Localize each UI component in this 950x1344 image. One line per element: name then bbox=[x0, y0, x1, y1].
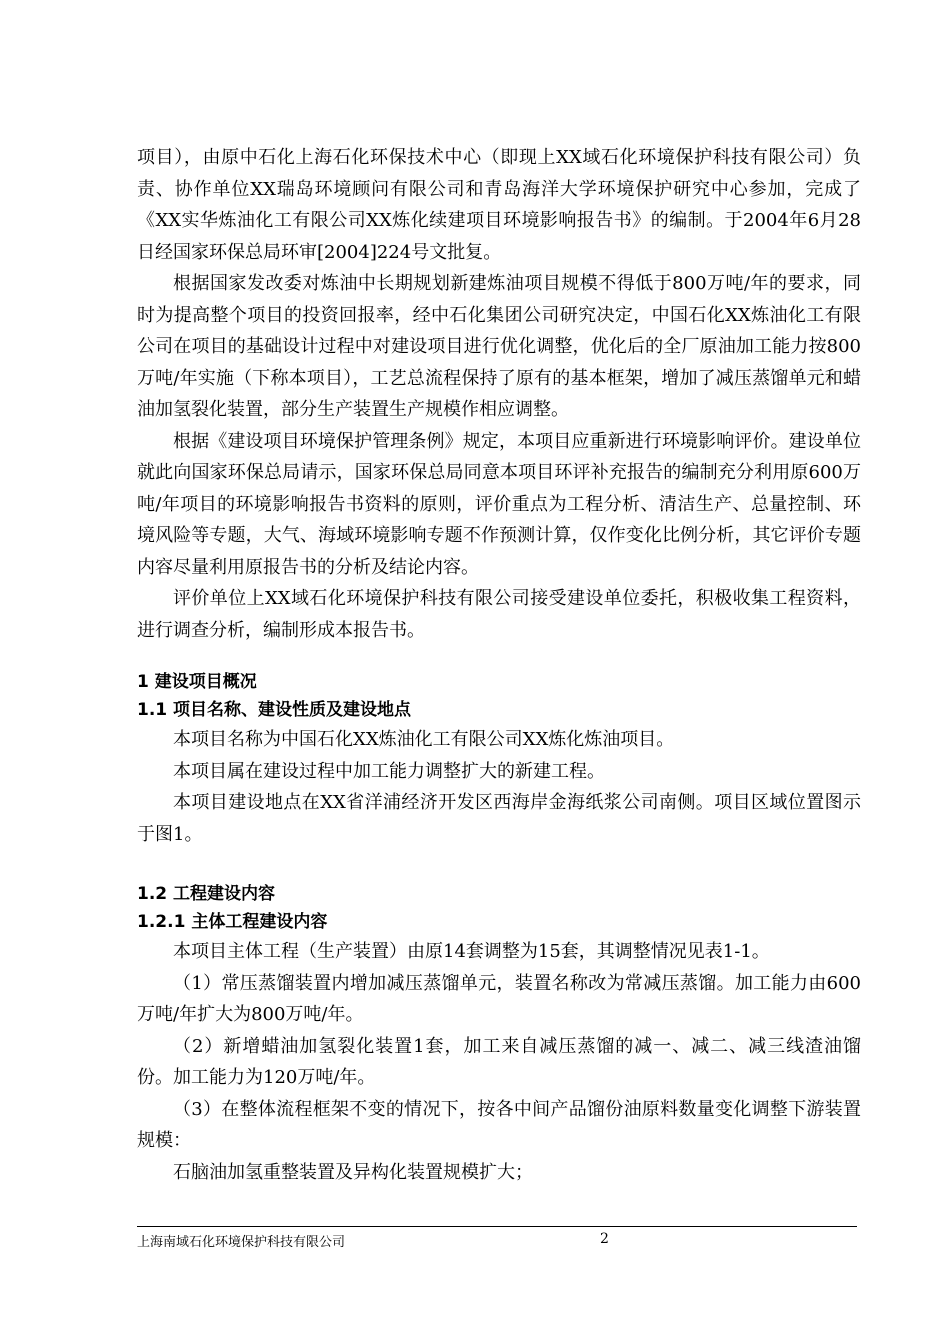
paragraph-project-name: 本项目名称为中国石化XX炼油化工有限公司XX炼化炼油项目。 bbox=[173, 729, 675, 750]
paragraph-project-location: 本项目建设地点在XX省洋浦经济开发区西海岸金海纸浆公司南侧。项目区域位置图示于图1。 bbox=[137, 792, 861, 845]
paragraph-item-2: （2）新增蜡油加氢裂化装置1套，加工来自减压蒸馏的减一、减二、减三线渣油馏份。加工能力为120万吨/年。 bbox=[137, 1035, 861, 1088]
paragraph-regulation: 根据《建设项目环境保护管理条例》规定，本项目应重新进行环境影响评价。建设单位就此向国家环保总局请示，国家环保总局同意本项目环评补充报告的编制充分利用原600万吨/年项目的环境影响报告书资料的原则，评价重点为工程分析、清洁生产、总量控制、环境风险等专题，大气、海域环境影响专题不作预测计算，仅作变化比例分析，其它评价专题内容尽量利用原报告书的分析及结论内容。 bbox=[137, 430, 861, 578]
paragraph-naphtha: 石脑油加氢重整装置及异构化装置规模扩大； bbox=[173, 1161, 533, 1183]
section-heading-1-2-1: 1.2.1 主体工程建设内容 bbox=[137, 912, 328, 932]
section-heading-1: 1 建设项目概况 bbox=[137, 672, 257, 692]
section-heading-1-2: 1.2 工程建设内容 bbox=[137, 884, 276, 904]
document-body bbox=[137, 142, 861, 1188]
paragraph-scale-adjustment: 根据国家发改委对炼油中长期规划新建炼油项目规模不得低于800万吨/年的要求，同时为提高整个项目的投资回报率，经中石化集团公司研究决定，中国石化XX炼油化工有限公司在项目的基础设计过程中对建设项目进行优化调整，优化后的全厂原油加工能力按800万吨/年实施（下称本项目），工艺总流程保持了原有的基本框架，增加了减压蒸馏单元和蜡油加氢裂化装置，部分生产装置生产规模作相应调整。 bbox=[137, 273, 861, 420]
paragraph-item-3: （3）在整体流程框架不变的情况下，按各中间产品馏份油原料数量变化调整下游装置规模： bbox=[137, 1098, 861, 1151]
footer-company: 上海南域石化环境保护科技有限公司 bbox=[137, 1235, 346, 1250]
paragraph-project-nature: 本项目属在建设过程中加工能力调整扩大的新建工程。 bbox=[173, 760, 605, 782]
paragraph-assessment-unit: 评价单位上XX域石化环境保护科技有限公司接受建设单位委托，积极收集工程资料，进行调查分析，编制形成本报告书。 bbox=[137, 588, 861, 641]
footer-page-number: 2 bbox=[600, 1231, 609, 1247]
footer-divider bbox=[137, 1226, 857, 1227]
paragraph-intro-continued: 项目），由原中石化上海石化环保技术中心（即现上XX域石化环境保护科技有限公司）负责、协作单位XX瑞岛环境顾问有限公司和青岛海洋大学环境保护研究中心参加，完成了《XX实华炼油化工有限公司XX炼化续建项目环境影响报告书》的编制。于2004年6月28日经国家环保总局环审[2004]224号文批复。 bbox=[137, 147, 861, 263]
paragraph-item-1: （1）常压蒸馏装置内增加减压蒸馏单元，装置名称改为常减压蒸馏。加工能力由600万吨/年扩大为800万吨/年。 bbox=[137, 972, 861, 1025]
section-heading-1-1: 1.1 项目名称、建设性质及建设地点 bbox=[137, 700, 412, 720]
paragraph-main-works: 本项目主体工程（生产装置）由原14套调整为15套，其调整情况见表1-1。 bbox=[173, 941, 770, 962]
